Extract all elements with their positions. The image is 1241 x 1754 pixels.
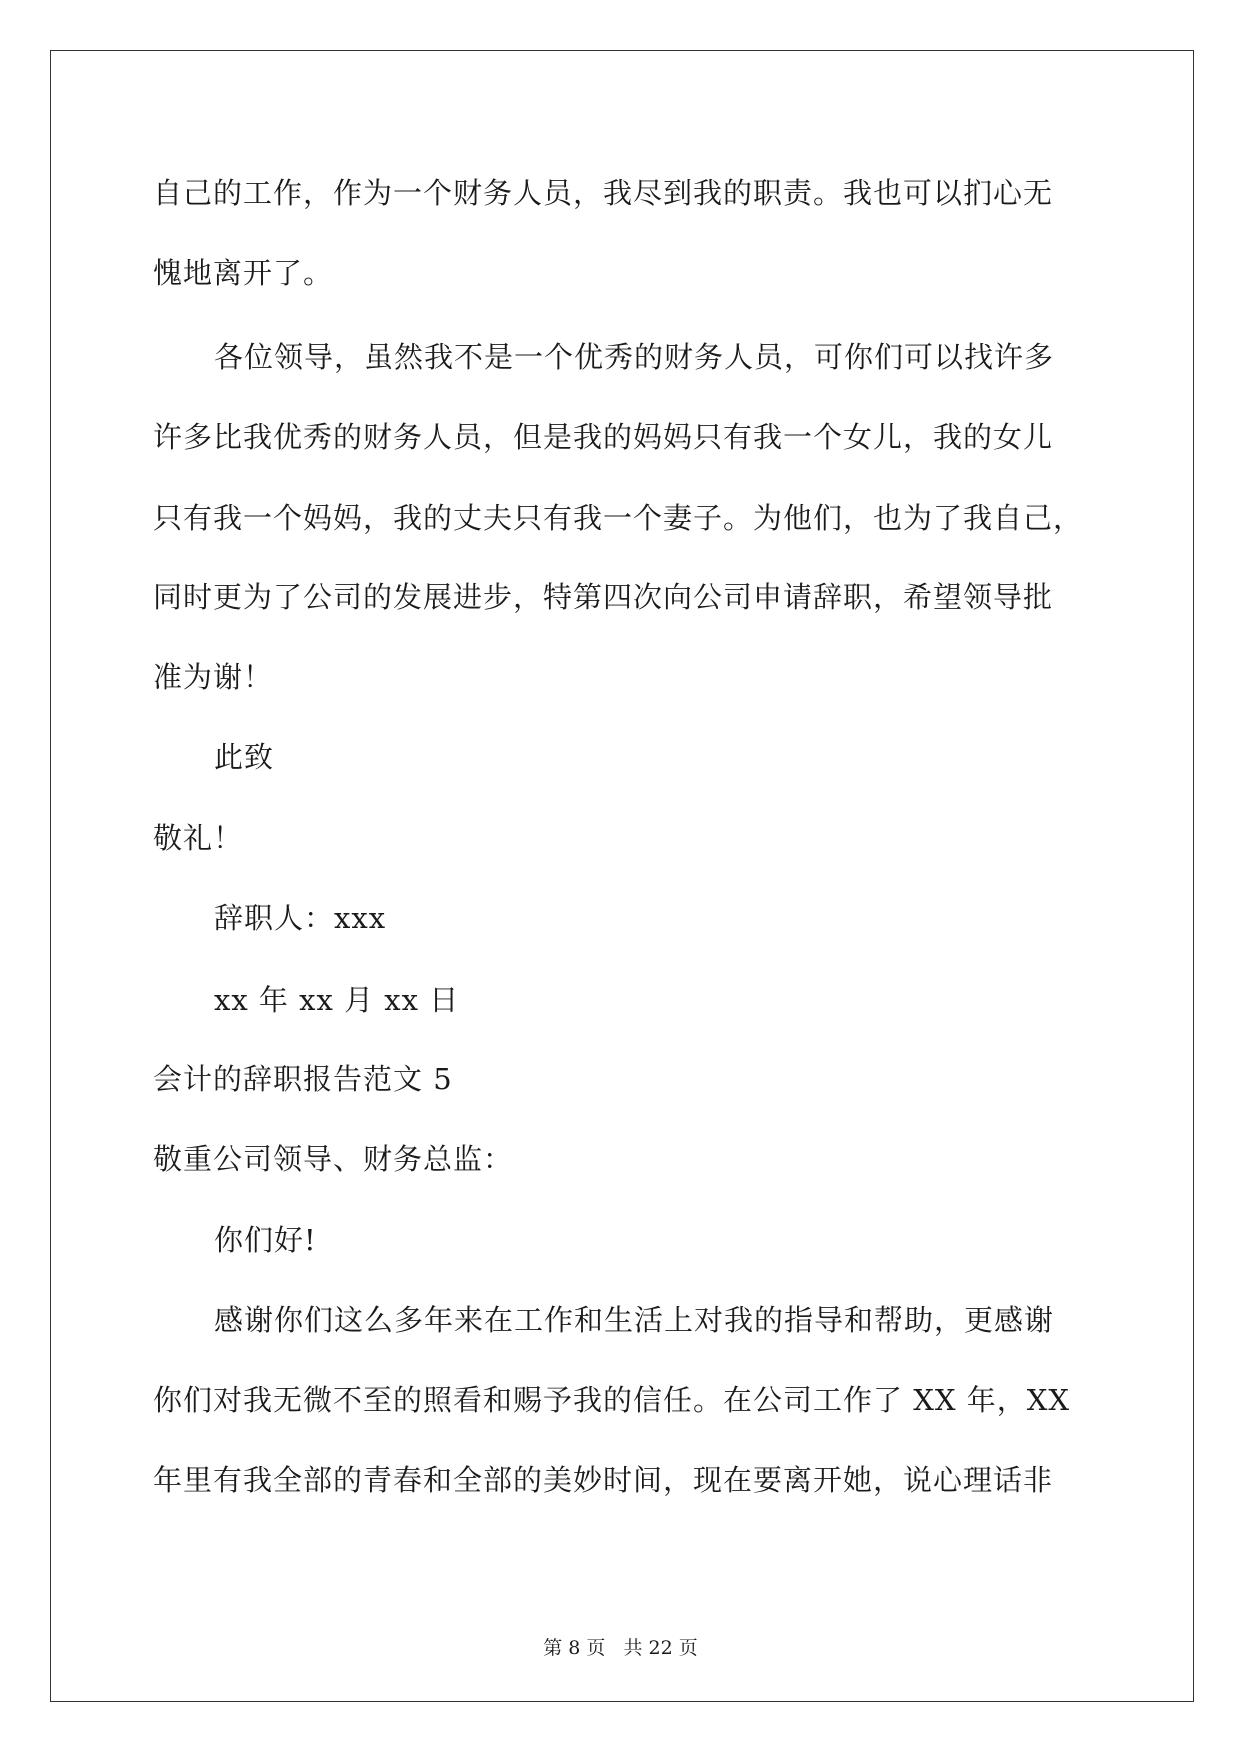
text-line: 只有我一个妈妈，我的丈夫只有我一个妻子。为他们，也为了我自己，: [153, 501, 1084, 535]
closing-salutation: 此致: [214, 740, 275, 774]
section-title: 会计的辞职报告范文 5: [153, 1062, 453, 1096]
text-line: 自己的工作，作为一个财务人员，我尽到我的职责。我也可以扪心无: [153, 176, 1054, 210]
date-line: xx 年 xx 月 xx 日: [214, 983, 460, 1017]
text-line: 愧地离开了。: [153, 256, 334, 290]
greeting: 你们好!: [214, 1223, 317, 1257]
paragraph-start: 感谢你们这么多年来在工作和生活上对我的指导和帮助，更感谢: [214, 1303, 1055, 1337]
closing-regards: 敬礼！: [153, 821, 244, 855]
text-line: 年里有我全部的青春和全部的美妙时间，现在要离开她，说心理话非: [153, 1463, 1054, 1497]
letter-addressee: 敬重公司领导、财务总监：: [153, 1142, 514, 1176]
text-line: 同时更为了公司的发展进步，特第四次向公司申请辞职，希望领导批: [153, 580, 1054, 614]
page-number-footer: 第 8 页 共 22 页: [543, 1637, 698, 1659]
paragraph-start: 各位领导，虽然我不是一个优秀的财务人员，可你们可以找许多: [214, 340, 1055, 374]
text-line: 准为谢！: [153, 660, 274, 694]
text-line: 你们对我无微不至的照看和赐予我的信任。在公司工作了 XX 年，XX: [153, 1383, 1071, 1417]
page-border: [50, 50, 1194, 1702]
signature-line: 辞职人：xxx: [214, 901, 387, 935]
text-line: 许多比我优秀的财务人员，但是我的妈妈只有我一个女儿，我的女儿: [153, 420, 1054, 454]
